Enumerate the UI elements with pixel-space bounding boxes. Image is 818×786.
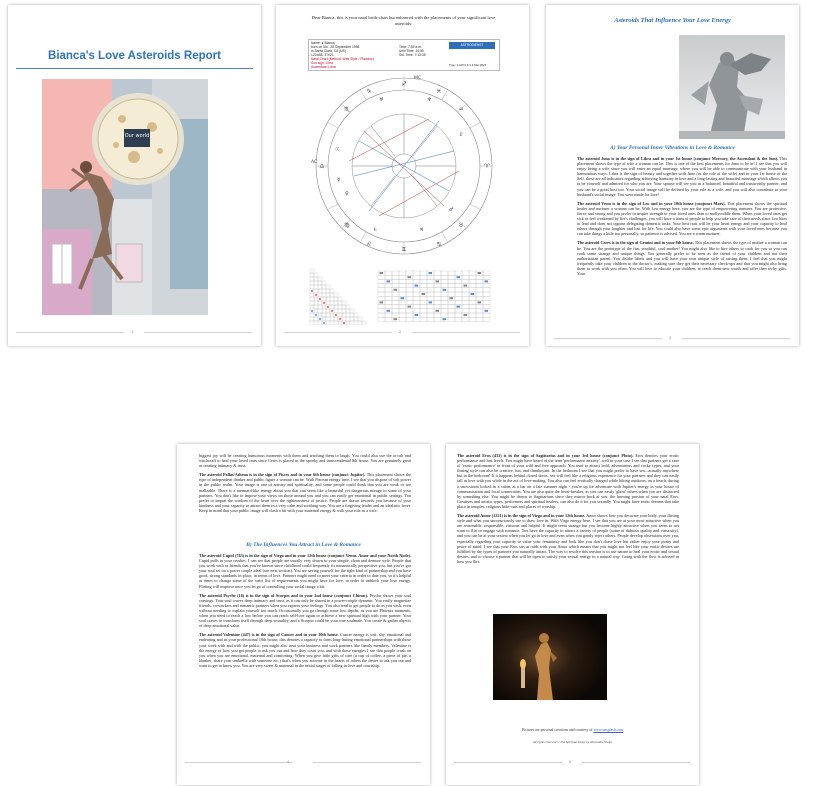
svg-text:♓: ♓ [436, 88, 442, 95]
aspect-grid [308, 267, 498, 325]
section-heading: Asteroids That Influence Your Love Energy [614, 17, 731, 24]
svg-text:♃: ♃ [419, 227, 424, 233]
svg-text:♆: ♆ [427, 97, 432, 103]
report-page-5 [446, 444, 699, 785]
page5-body: The asteroid Eros (433) is in the sign of Sagittarius and in your 3rd house (conjunct Pluto). Eros denotes your erotic performance and lust levels. You might have heard of the term 'performance anxiety', well in your case I see that partners get a case of 'erotic performance' in front of your wild and free approach. You tend to attract bold, adventurous and cocky types, and your flirting style can also be creative, fun, and flamboyant. In the bedroom I see that you might prefer to have sex...actually anywhere but in the bedroom! If it happens behind closed doors, sex will feel like a religious experience for your partners and they can easily fall in love with you while in the act of love-making. You also can feel erotically charged while hiking outdoors, on a beach, during a snowstorm locked in a cabin, at a bar on a late summer night - you're up for adventure with Jupiter's energy in your house of communication and local connections. You are also quite the heart-breaker, as you can easily 'ghost' others when you are distracted by something else. You might be drawn to Sagittarians since they mirror back at you, the burning passion of your natal Eros. Creatives and artistic types, performers and spiritual healers, can also do it for you sexually. You might have erotic dreams that take place in temples, religious hide-outs and places of worship. The asteroid Amor (1221) is in the sign of Virgo and in your 12th house. Amor shows how you decorate your body, your flirting style and what you unconsciously use to draw love in. With Virgo energy here, I see that you are at your most attractive when you are reasonable, responsible, virtuous and helpful. It might seem strange but you become highly attractive when you seem to not want to flirt or engage with romance. You have the capacity to attract a variety of people (some of dubious quality and virtuosity), and you can be at your sexiest when you let go in love and even when you gently reject others. People develop obsessions over you, especially regarding your capacity to value your femininity and look like you don't chase love but rather enjoy your purity and peace of mind. I see that your Eros sits at odds with your Amor which means that you might not feel like your erotic desires are fulfilled by the types of partners you naturally attract. The way to resolve this tension is to use nature to heal your erotic and sexual desires, and to choose a partner that will be open to satisfy your sexual energy in a natural way. Going with the flow is advised in how you flirt. [457, 453, 680, 564]
page-number: 4 [287, 759, 290, 764]
svg-text:AC: AC [311, 160, 318, 165]
subheading-b: B) The Influences You Attract in Love & Romance [246, 542, 361, 548]
collage-image [42, 79, 208, 315]
svg-text:☿: ☿ [337, 177, 341, 183]
image-credits: Pictures are personal creations and courtesy of www.unsplash.com [521, 728, 624, 732]
svg-text:♂: ♂ [449, 207, 454, 213]
copyright-note: All rights reserved © The Spiritual Daisy by Alexandra Shafer [532, 740, 613, 744]
svg-text:♄: ♄ [373, 227, 378, 233]
svg-text:☉: ☉ [335, 147, 340, 153]
svg-text:♌: ♌ [366, 241, 372, 248]
svg-text:♍: ♍ [344, 222, 350, 229]
page4-body-b: The asteroid Cupid (763) is in the sign of Virgo and in your 12th house (conjunct Venus, Amor and your North Node). Cupid pulls in your crushes. I can see that people are usually very drawn to your simple, clean and demure style. People that you work with or friends that you've known since childhood could frequently fit romantically perspective you, but you've got your soul set on a power couple ideal (see next section). You are saving yourself for the right kind of partnership and you have good, strong standards in place, in terms of love. Partners might need to meet your criteria in order to date you, so it's helpful at times to change some of the strict list of requirements you might have for love, in order to unblock your love energy. Flirting will improve once you let go of controlling your social image a bit. The asteroid Psyche (16) is in the sign of Scorpio and in your 2nd house (conjunct Chiron). Psyche shows your soul cravings. Your soul craves deep intimacy and trust, as it can only be shared in a power-couple dynamic. You easily magnetize friends, co-workers and romantic partners when you express your feelings. You also tend to get people to do as you wish, even without needing to explain yourself too much. Occasionally you go through some low depths, as you are Phoenix moments, when you need to reach a low before you can reach self-love again or achieve a new spiritual high with your partner. Your soul craves to transform itself through deep sexuality, and a Scorpio could be your true soulmate. You create & gather objects of deep emotional value. The asteroid Valentine (447) is in the sign of Cancer and in your 10th house. Cancer energy is soft, shy, emotional and endearing and in your professional 10th house, this denotes a capacity to form long-lasting emotional partnerships with those your work with and with the public; you might also treat your business and work partners like family members. Valentine is the energy of how you get people to ask you out and how they court you, and with these energies I see that people crush on you when you are emotional, maternal and comforting. When you give little gifts of care (a cup of coffee, a piece of pie, a blanket, share your umbrella with someone etc.) that's when you activate in the hearts of others the desire to ask you out and want to get to know you. You are very sweet & maternal in the initial stages of falling in love and courtship. [199, 553, 412, 668]
chart-info-box: Name: ● Bianca born on Mo., 28 September 1998 in Santa Clara, CA (US) 121w58, 37n21 Natal Chart (Method: Web Style / Placidus) Sun sign: Libra Ascendant: Libra Time: 7:55 a.m. Univ.Time: 14:55 Sid. Time: 7:13:35 ASTRODIENST Type: 2.GW 0.0-1 4-Mar-2022 [308, 39, 500, 71]
page-number: 3 [669, 335, 672, 340]
statue-candle-photo [493, 614, 607, 700]
astrodienst-logo: ASTRODIENST [449, 42, 495, 49]
page-number: 2 [399, 329, 402, 334]
natal-chart-wheel [309, 71, 499, 261]
svg-text:♇: ♇ [459, 132, 464, 138]
svg-text:♎: ♎ [319, 163, 325, 170]
svg-text:♀: ♀ [345, 191, 349, 197]
report-title: Bianca's Love Asteroids Report [48, 50, 221, 62]
svg-text:♈: ♈ [484, 163, 490, 170]
title-divider [16, 68, 253, 69]
svg-text:♊: ♊ [401, 246, 407, 253]
page-number: 1 [131, 329, 134, 334]
statue-photo [679, 35, 785, 139]
subheading-a: A) Your Personal Inner Vibrations in Love & Romance [610, 145, 735, 151]
report-page-4 [177, 444, 430, 785]
chart-intro: Dear Bianca, this is your natal birth-chart but enhanced with the placements of your significant love asteroids: [311, 15, 496, 26]
svg-text:♅: ♅ [379, 97, 384, 103]
svg-text:♏: ♏ [344, 106, 350, 113]
report-page-2 [276, 5, 529, 346]
svg-text:♑: ♑ [366, 88, 372, 95]
page4-body: biggest joy will be creating humorous moments with them and teaching them to laugh. You could also use the occult and witchcraft to heal your loved ones since Ceres is placed in the spooky and transcendental 8th house. You are genuinely great at creating intimacy & trust. The asteroid Pallas/Athena is in the sign of Pisces and in your 6th house (conjunct Jupiter). This placement shows the type of independent thinker and public figure a woman can be. With Piscean energy here, I see that you dispose of soft power in the public realm. Your image is one of artistry and spirituality, and some people could think that you are weak or too malleable. There is a mermaid-like energy about you that can seem like a beautiful yet dangerous mirage to some of your partners. You don't like to impose your views on those around you and you can easily get emotional in public settings. You prefer to impart the wisdom of the heart over the righteousness of justice. People are drawn towards you because of your kindness and your capacity to attract them in a very calm and soothing way. You are a forgiving leader and an idealistic lover. Keep in mind that your public image will clash a bit with your maternal energy & with your role as a wife. [199, 453, 411, 513]
page-number: 5 [569, 759, 572, 764]
page3-body: The asteroid Juno is in the sign of Libra and in your 1st house (conjunct Mercury, the Ascendant & the Sun). This placement shows the type of wife a woman can be. This is one of the best placements for Juno to be in! I see that you will enjoy being a wife since you will enter an equal marriage, where you will be able to communicate with your husband in harmonious ways. Libra is the sign of beauty and together with Juno (as the role of the wife) and in your 1st house of the Self, these are all indicators regarding achieving harmony in love and a long-lasting and beautiful marriage which allows you to be yourself and admired for who you are. Your spouse will see you as a balanced, beautiful and trustworthy partner, and you can be a good host too. Your social image will be defined by your role as a wife, and you will also contribute to your husband's social image. You were made for love! The asteroid Vesta is in the sign of Leo and in your 10th house (conjunct Mars). This placement shows the spiritual healer and nurturer a woman can be. With Leo energy here, you are the type of empowering nurturer. You are protective, fierce and strong and you prefer to inspire strength in your loved ones than to mollycoddle them. When your loved ones get sick or feel weakened by life's challenges, you will have a team of people to help you take care of their needs since Leo likes to lead and does not oppose delegating domestic tasks. Your best trait will be your heart energy and your capacity to heal others through your laughter and lust for life. You could also have some epic arguments with your loved ones because you can take things a little too personally, so patience is advised. You are a warm nurturer. The asteroid Ceres is in the sign of Gemini and in your 8th house. This placement shows the type of mother a woman can be. You are the prototype of the fun, youthful, cool mother! You might also like to hire others to cook for you or you can cook some strange and unique things. You generally prefer to be seen as the friend of your children and not their authoritarian parent. You dislike labels and you will have your own unique style of raising them; I feel that you might frequently take your children to the doctor's, making sure they get their necessary check-ups and that you might also bring them to work with you often. You will love to educate your children, to teach them new words and offer then techy gifts. Your [577, 156, 787, 276]
svg-text:♐: ♐ [401, 81, 407, 88]
report-page-3 [546, 5, 799, 346]
svg-text:♒: ♒ [458, 106, 464, 113]
report-page-1 [8, 5, 261, 346]
svg-text:Our world: Our world [124, 133, 150, 139]
svg-text:MC: MC [414, 76, 422, 81]
svg-text:♉: ♉ [458, 222, 464, 229]
svg-text:♋: ♋ [436, 241, 442, 248]
unsplash-link[interactable]: www.unsplash.com [593, 728, 624, 732]
